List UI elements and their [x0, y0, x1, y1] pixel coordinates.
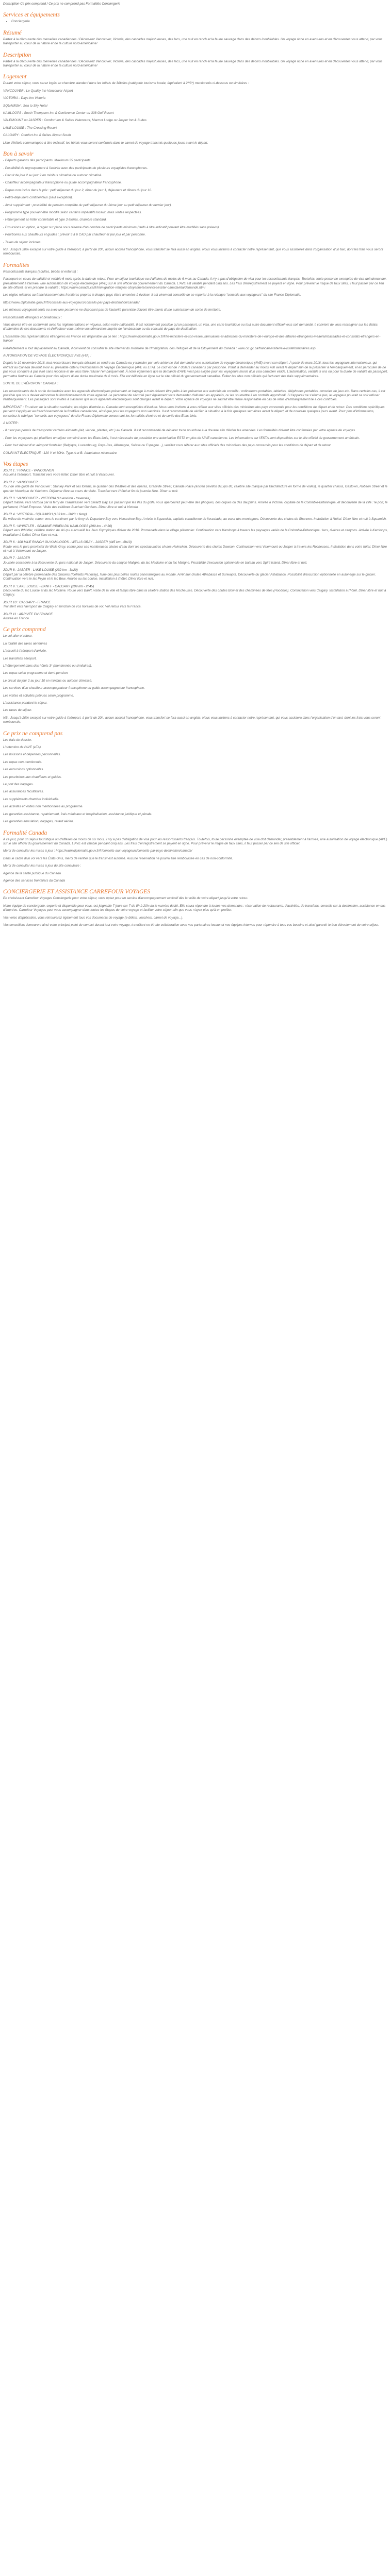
formcanada-line: Merci de consulter les mises à jour : https://www.diplomatie.gouv.fr/fr/conseils-aux-voyageurs/conseils-par-pays-destination/canada/ — [3, 849, 192, 853]
day-title: JOUR 4 : VICTORIA - SQUAMISH (103 km - 2h20 + ferry) — [3, 513, 87, 517]
formalites-line: Les ressortissants de la sortie du territoire avec les appareils électroniques présentant un bagage à main doivent être prêts à les présenter aux autorités de contrôle : ordinateurs portables, tablettes, téléphones portables, consoles de jeux etc. Dans certains cas, il est possible que vous deviez démontrer le fonctionnement de votre appareil. Le personnel de sécurité peut également vous demander d'allumer les appareils, ou les soumettre à un contrôle approfondi. Si l'appareil ne s'allume pas, le voyageur pourrait se voir refuser l'embarquement. Les passagers sont invités à s'assurer que leurs appareils électroniques sont chargés avant le départ. Votre agence de voyages ne saurait être tenue responsable en cas de refus d'embarquement lié à ces contrôles. — [3, 389, 385, 402]
anoter-line: - Il n'est pas permis de transporter certains aliments (lait, viande, plantes, etc.) au Canada. Il est recommandé de déclarer toute nourriture à la douane afin d'éviter les amendes. Les formalités doivent être confirmées par votre agence de voyages. — [3, 429, 356, 433]
itinerary-day — [3, 481, 388, 494]
comprend-line: Le vol aller et retour. — [3, 634, 33, 638]
day-description: Accueil à l'aéroport. Transfert vers votre hôtel. Dîner libre et nuit à Vancouver. — [3, 473, 115, 477]
comprend-line: L'hébergement dans des hôtels 3* (mentionnés ou similaires). — [3, 664, 92, 668]
necomprend-line: Les excursions optionnelles. — [3, 768, 44, 772]
formalites-line: https://www.diplomatie.gouv.fr/fr/conseils-aux-voyageurs/conseils-par-pays-destination/canada/ — [3, 300, 140, 304]
day-description: Journée consacrée à la découverte du parc national de Jasper. Découverte du canyon Maligne, du lac Medicine et du lac Maligne. Possibilité d'excursion optionnelle en bateau vers Spirit Island. Dîner libre et nuit. — [3, 561, 307, 565]
page — [0, 0, 391, 927]
day-title: JOUR 6 : 108 MILE RANCH OU KAMLOOPS - WELLS GRAY - JASPER (445 km - 6h10) — [3, 540, 132, 545]
formcanada-line: Agence des services frontaliers du Canada — [3, 878, 66, 883]
comprend-line: L'accueil à l'aéroport d'arrivée. — [3, 649, 47, 653]
logement-title: Logement — [3, 74, 27, 80]
day-description: En milieu de matinée, retour vers le continent par le ferry de Departure Bay vers Horseshoe Bay. Arrivée à Squamish, capitale canadienne de l'escalade, au cœur des montagnes. Découverte des chutes de Shannon. Installation à l'hôtel. Dîner libre et nuit à Squamish. — [3, 517, 387, 521]
description-title: Description — [3, 52, 31, 58]
day-description: Tour de ville guidé de Vancouver : Stanley Park et ses totems, le quartier des théâtres et des opéras, Granville Street, Canada Place (ancien pavillon d'Expo 86, célèbre site marqué par l'architecture en forme de voiles), le quartier chinois, Gastown, Robson Street et le quartier historique de Yaletown. Déjeuner libre en cours de visite. Transfert vers l'hôtel et fin de journée libre. Dîner et nuit. — [3, 485, 388, 493]
necomprend-line: Les pourboires aux chauffeurs et guides. — [3, 775, 62, 779]
comprend-line: Les taxes de séjour. — [3, 708, 32, 713]
bonasavoir-line: - Petits-déjeuners continentaux (sauf exception). — [3, 196, 73, 200]
itinerary-day — [3, 613, 388, 621]
necomprend-line: Les garanties assistance, rapatriement, frais médicaux et hospitalisation, assistance juridique et pénale. — [3, 812, 153, 816]
anoter-line: - Pour tout départ d'un aéroport frontalier (Belgique, Luxembourg, Pays-Bas, Allemagne, Suisse ou Espagne...), veuillez vous référer aux sites officiels des ministères des pays concernés pour les conditions de départ et de retour. — [3, 444, 332, 448]
itinerary-day — [3, 601, 388, 609]
day-title: JOUR 11 : ARRIVÉE EN FRANCE — [3, 612, 53, 616]
day-description: Découverte du lac Louise et du lac Moraine. Route vers Banff, visite de la ville et temps libre dans la célèbre station des Rocheuses. Découverte des chutes Bow et des cheminées de fées (Hoodoos). Continuation vers Calgary. Installation à l'hôtel. Dîner libre et nuit à Calgary. — [3, 588, 386, 597]
bonasavoir-title: Bon à savoir — [3, 151, 34, 158]
bonasavoir-line: - Excursions en option, à régler sur place sous réserve d'un nombre de participants minimum (tarifs à titre indicatif pouvant être modifiés sans préavis). — [3, 225, 220, 229]
concierge-line: Vos conseillers demeurent ainsi votre principal point de contact durant tout votre voyage, travaillant en étroite collaboration avec nos partenaires locaux et nos équipes internes pour répondre à tous vos besoins et ainsi garantir le bon déroulement de votre séjour. — [3, 923, 379, 927]
necomprend-title: Ce prix ne comprend pas — [3, 730, 63, 737]
anoter-line: A NOTER : — [3, 421, 20, 425]
formalites-line: Depuis le 10 novembre 2016, tout ressortissant français désirant se rendre au Canada ou y transiter par voie aérienne doit demander une autorisation de voyage électronique (AVE) avant son départ. À partir de mars 2016, tous les voyageurs internationaux, qui entrent au Canada devront avoir au préalable obtenu l'Autorisation de Voyage Électronique (AVE ou ETA). Le coût est de 7 dollars canadiens par personne. Il faut la demander au moins 48h avant le départ afin de la présenter à l'embarquement, et en particulier de ne pas vous conduire à pas livré sans réponse et de vous faire refuser l'embarquement. À noter également que la demande d'AVE n'est pas exigée pour les voyageurs munis d'un visa canadien valide. L'autorisation, valable 5 ans ou pour la durée de validité du passeport, permettra l'entrée au Canada pour des séjours d'une durée maximale de 6 mois. Elle est délivrée en ligne sur le site officiel du gouvernement canadien. Évitez les sites non officiels qui facturent des frais supplémentaires. — [3, 361, 388, 378]
formalites-line: Ressortissants étrangers et binationaux : — [3, 315, 62, 319]
anoter-list — [3, 421, 388, 455]
bonasavoir-line: NB : Jusqu'à 20% excepté sur votre guide à l'aéroport, à partir de 20h, aucun accueil francophone, vous transfert se fera aussi en anglais. Nous vous invitons à contacter notre représentant, que vous assisterez dans l'organisation d'un taxi, dont les frais vous seront remboursés. — [3, 247, 383, 256]
day-description: Départ vers Whistler, célèbre station de ski qui a accueilli les Jeux Olympiques d'hiver de 2010. Promenade dans le village piétonnier. Continuation vers Kamloops à travers les paysages variés de la Colombie-Britannique : lacs, rivières et canyons. Arrivée à Kamloops, installation à l'hôtel. Dîner libre et nuit. — [3, 529, 388, 537]
logement-line: VICTORIA : Days Inn Victoria — [3, 96, 46, 100]
day-title: JOUR 3 : VANCOUVER - VICTORIA (1h environ - traversée) — [3, 497, 91, 500]
formalites-line: AUTORISATION DE VOYAGE ÉLECTRONIQUE AVE (eTA) : — [3, 354, 91, 358]
comprend-line: Les services d'un chauffeur accompagnateur francophone ou guide accompagnateur francophone. — [3, 686, 145, 690]
comprend-line: La totalité des taxes aériennes — [3, 641, 47, 646]
day-title: JOUR 7 : JASPER — [3, 556, 30, 561]
bonasavoir-list — [3, 159, 388, 257]
concierge-line: Vos voies d'application, vous retrouverez également tous vos documents de voyage (e-billets, vouchers, carnet de voyage...). — [3, 916, 184, 920]
anoter-line: - Pour les voyageurs qui planifient un séjour combiné avec les États-Unis, il est nécessaire de posséder une autorisation ESTA en plus de l'AVE canadienne. Les informations sur l'ESTA sont disponibles sur le site officiel du gouvernement américain. — [3, 436, 360, 440]
logement-line: Durant votre séjour, vous serez logés en chambre standard dans les hôtels de 3étoiles (catégorie tourisme locale, équivalent à 2*/3*) mentionnés ci-dessous ou similaires : — [3, 81, 249, 86]
day-title: JOUR 8 : JASPER - LAKE LOUISE (232 km - 3h20) — [3, 568, 78, 572]
formalites-list — [3, 270, 388, 418]
day-description: Départ matinal vers Victoria par la ferry de Tsawwassen vers Swartz Bay. En passant par les îles du golfe, vous apercevrez peut-être des phoques, des orques ou des dauphins. Arrivée à Victoria, capitale de la Colombie-Britannique, et découverte de la ville : le port, le parlement, l'hôtel Empress. Visite des célèbres Butchart Gardens. Dîner libre et nuit à Victoria. — [3, 501, 388, 509]
itinerary-day — [3, 469, 388, 478]
necomprend-line: Les suppléments chambre individuelle. — [3, 797, 59, 801]
necomprend-line: L'obtention de l'AVE (eTA). — [3, 745, 42, 750]
concierge-title: CONCIERGERIE ET ASSISTANCE CARREFOUR VOYAGES — [3, 889, 151, 895]
necomprend-line: Le port des bagages. — [3, 783, 34, 787]
day-title: JOUR 9 : LAKE LOUISE - BANFF - CALGARY (209 km - 2h45) — [3, 584, 94, 588]
day-title: JOUR 1 : FRANCE - VANCOUVER — [3, 468, 54, 472]
necomprend-line: Les frais de dossier. — [3, 738, 32, 742]
concierge-list — [3, 896, 388, 927]
bonasavoir-line: - Taxes de séjour incluses. — [3, 240, 42, 244]
necomprend-line: Les activités et visites non mentionnées au programme. — [3, 805, 84, 809]
comprend-line: Les visites et activités prévues selon programme. — [3, 693, 74, 698]
logement-line: SQUAMISH : Sea to Sky Hotel — [3, 104, 47, 108]
logement-line: VALEMOUNT ou JASPER : Comfort Inn & Suites Valemount, Marmot Lodge ou Jasper Inn & Suites — [3, 118, 147, 123]
formalites-line: Les règles relatives au franchissement des frontières propres à chaque pays étant amenées à évoluer, il est vivement conseillé de se reporter à la rubrique "conseils aux voyageurs" du site France Diplomatie. — [3, 293, 301, 297]
formcanada-list — [3, 838, 388, 884]
day-description: Route vers le parc provincial de Wells Gray, connu pour ses nombreuses chutes d'eau dont les spectaculaires chutes Helmcken. Découverte des chutes Dawson. Continuation vers Valemount ou Jasper à travers les Rocheuses. Installation dans votre hôtel. Dîner libre et nuit à Valemount ou Jasper. — [3, 545, 387, 553]
itinerary-day — [3, 513, 388, 521]
logement-line: KAMLOOPS : South Thompson Inn & Conference Center ou 308 Golf Resort — [3, 111, 114, 115]
comprend-line: NB : Jusqu'à 20% excepté sur votre guide à l'aéroport, à partir de 20h, aucun accueil francophone, vous transfert se fera aussi en anglais. Nous vous invitons à contacter notre représentant, qui vous assistera dans l'organisation d'un taxi, dont les frais vous seront remboursés. — [3, 716, 381, 724]
comprend-list — [3, 634, 388, 724]
description-text: Partez à la découverte des merveilles canadiennes ! Découvrez Vancouver, Victoria, des cascades majestueuses, des lacs, une nuit en ranch et la faune sauvage dans des décors inoubliables. Un voyage riche en aventures et en découvertes vous attend, par vous transporter au cœur de la nature et de la culture nord-américaine! — [3, 59, 383, 68]
necomprend-line: Les repas non mentionnés. — [3, 760, 42, 764]
bonasavoir-line: - Départs garantis dès participants. Maximum 35 participants. — [3, 159, 92, 163]
etapes-title: Vos étapes — [3, 461, 28, 467]
bonasavoir-line: - Avoir supplément : possibilité de pension complète du petit déjeuner du 2ème jour au petit déjeuner du dernier jour). — [3, 203, 172, 207]
service-item: • Conciergerie — [11, 20, 388, 24]
logement-line: Liste d'hôtels communiquée à titre indicatif, les hôtels vous seront confirmés dans le carnet de voyage transmis quelques jours avant le départ. — [3, 141, 208, 145]
logement-list — [3, 81, 388, 145]
formcanada-title: Formalité Canada — [3, 829, 47, 836]
bonasavoir-line: - Hébergement en hôtel confortable et type 3 étoiles, chambre standard. — [3, 218, 107, 222]
itinerary-day — [3, 585, 388, 598]
itinerary-day — [3, 556, 388, 565]
necomprend-line: Les assurances facultatives. — [3, 790, 44, 794]
formalites-line: Passeport en cours de validité et valable 6 mois après la date de retour. Pour un séjour touristique ou d'affaires de moins de 6 mois au Canada, il n'y a pas d'obligation de visa pour les ressortissants français. Toutefois, toute personne exemptée de visa doit demander, préalablement à l'arrivée, une autorisation de voyage électronique (AVE) sur le site officiel du gouvernement du Canada. L'AVE est valable pendant cinq ans. Les frais d'enregistrement se payent en ligne. Pour prévenir le risque de faux sites, il faut passer par ce lien de site officiel, et en prendre la validité : https://www.canada.ca/fr/immigration-refugies-citoyennete/services/visiter-canada/eta/demande.html — [3, 277, 387, 290]
itinerary-day — [3, 497, 388, 510]
formalites-title: Formalités — [3, 262, 29, 268]
bonasavoir-line: - Possibilité de regroupement à l'arrivée avec des participants de plusieurs voyagistes francophones. — [3, 166, 148, 170]
logement-line: LAKE LOUISE : The Crossing Resort — [3, 126, 57, 130]
logement-line: CALGARY : Comfort Inn & Suites Airport South — [3, 133, 71, 138]
resume-title: Résumé — [3, 29, 22, 36]
necomprend-list — [3, 738, 388, 824]
bonasavoir-line: - Chauffeur accompagnateur francophone ou guide accompagnateur francophone. — [3, 181, 122, 185]
logement-line: VANCOUVER : Le Quality Inn Vancouver Airport — [3, 89, 73, 93]
services-title: Services et équipements — [3, 12, 60, 19]
day-title: JOUR 5 : WHISTLER - SEMAINE INDIEN DU KAMLOOPS (299 km - 4h30) — [3, 524, 112, 529]
itinerary-day — [3, 540, 388, 553]
formcanada-line: Dans le cadre d'un vol vers les États-Unis, merci de vérifier que le transit est autorisé. Aucune réservation ne pourra être remboursée en cas de non-conformité. — [3, 856, 233, 860]
formalites-line: L'ensemble des représentations étrangères en France est disponible via ce lien : https://www.diplomatie.gouv.fr/fr/le-ministere-et-son-reseau/annuaires-et-adresses-du-ministere-de-l-europe-et-des-affaires-etrangeres-meae/ambassades-et-consulats-etrangers-en-france/ — [3, 334, 381, 343]
day-description: Transfert vers l'aéroport de Calgary en fonction de vos horaires de vol. Vol retour vers la France. — [3, 605, 142, 609]
formalites-line: SORTIE DE L'AÉROPORT CANADA : — [3, 382, 58, 386]
bonasavoir-line: - Circuit de jour 2 au jour 9 en minibus climatisé ou autocar climatisé. — [3, 173, 103, 177]
anoter-line: COURANT ÉLECTRIQUE : 120 V et 60Hz. Type A et B. Adaptateur nécessaire. — [3, 451, 118, 455]
necomprend-line: Les garanties annulation, bagages, retard aérien. — [3, 820, 74, 824]
comprend-line: L'assistance pendant le séjour. — [3, 701, 48, 705]
bonasavoir-line: - Pourboires aux chauffeurs et guides : prévoir 5 à 6 CAD par chauffeur et par jour et par personne. — [3, 233, 146, 237]
formalites-line: Préalablement à tout déplacement au Canada, il convient de consulter le site internet du ministère de l'Immigration, des Réfugiés et de la Citoyenneté du Canada : www.cic.gc.ca/francais/visiter/exi-visiteformulaires.asp — [3, 346, 316, 350]
formalites-line: Vous devrez être en conformité avec les réglementations en vigueur, selon votre nationalité. Il est notamment possible qu'un passeport, un visa, une carte touristique ou tout autre document officiel vous soit demandé. Il convient de vous renseigner sur les délais d'obtention de ces documents et d'effectuer vous-même vos démarches auprès de l'ambassade ou du consulat du pays de destination. — [3, 323, 378, 331]
necomprend-line: Les boissons et dépenses personnelles. — [3, 753, 61, 757]
comprend-title: Ce prix comprend — [3, 626, 46, 633]
itinerary — [3, 469, 388, 621]
formalites-line: Les mineurs voyageant seuls ou avec une personne ne disposant pas de l'autorité parentale doivent être munis d'une autorisation de sortie de territoire. — [3, 308, 221, 312]
comprend-line: Les repas selon programme et demi-pension. — [3, 671, 69, 675]
day-description: Départ par la célèbre promenade des Glaciers (Icefields Parkway), l'une des plus belles routes panoramiques au monde. Arrêt aux chutes Athabasca et Sunwapta. Découverte du glacier Athabasca. Possibilité d'excursion optionnelle en autoneige sur le glacier. Continuation vers le lac Peyto et le lac Bow. Arrivée au lac Louise. Installation à l'hôtel. Dîner libre et nuit. — [3, 572, 376, 581]
itinerary-day — [3, 524, 388, 537]
formalites-line: Ressortissants français (adultes, bébés et enfants) : — [3, 269, 78, 274]
formcanada-line: Merci de consulter les mises à jour du site consulaire : — [3, 864, 82, 868]
comprend-line: Les transferts aéroport. — [3, 656, 37, 660]
day-description: Arrivée en France. — [3, 616, 30, 620]
formcanada-line: A ce jour, pour un séjour touristique ou d'affaires de moins de six mois, il n'y a pas d'obligation de visa pour les ressortissants français. Toutefois, toute personne exemptée de visa doit demander, préalablement à l'arrivée, une autorisation de voyage électronique (AVE) sur le site officiel du gouvernement du Canada. L'AVE est valable pendant cinq ans. Les frais d'enregistrement se payent en ligne. Pour prévenir le risque de faux sites, il faut passer par ce lien de site officiel. — [3, 837, 387, 845]
day-title: JOUR 2 : VANCOUVER — [3, 480, 38, 484]
concierge-line: Notre équipe de conciergerie, experte et disponible pour vous, est joignable 7 jours sur 7 de 8h à 20h via le numéro dédié. Elle saura répondre à toutes vos demandes : réservation de restaurants, d'activités, de transferts, conseils sur la destination, assistance en cas d'imprévu. Carrefour Voyages peut vous accompagner dans toutes les étapes de votre voyage et faciliter votre séjour afin que vous n'ayez plus qu'à en profiter. — [3, 904, 386, 912]
comprend-line: Le circuit du jour 2 au jour 10 en minibus ou autocar climatisé. — [3, 679, 92, 683]
services-list — [3, 20, 388, 24]
bonasavoir-line: - Programme type pouvant être modifié selon certains impératifs locaux, mais visites respectées. — [3, 210, 142, 214]
itinerary-day — [3, 568, 388, 581]
resume-text: Partez à la découverte des merveilles canadiennes ! Découvrez Vancouver, Victoria, des cascades majestueuses, des lacs, une nuit en ranch et la faune sauvage dans des décors inoubliables. Un voyage riche en aventures et en découvertes vous attend, par vous transporter au cœur de la nature et de la culture nord-américaine! — [3, 37, 383, 46]
intro-links: Description Ce prix comprend / Ce prix ne comprend pas Formalités Conciergerie — [3, 2, 121, 6]
day-title: JOUR 10 : CALGARY - FRANCE — [3, 600, 51, 604]
bonasavoir-line: - Repas non inclus dans le prix : petit déjeuner du jour 2, dîner du jour 1, déjeuners et dîners du jour 10. — [3, 188, 152, 192]
concierge-line: En choisissant Carrefour Voyages Conciergerie pour votre séjour, vous optez pour un service d'accompagnement exclusif dès la veille de votre départ jusqu'à votre retour. — [3, 896, 248, 901]
formalites-line: IMPORTANT : En raison de la situation sanitaire, les règles d'entrée au Canada sont susceptibles d'évoluer. Nous vous invitons à vous référer aux sites officiels des ministères des pays concernés pour les conditions de départ et de retour. Des conditions spécifiques peuvent s'appliquer au franchissement de la frontière canadienne, ainsi que pour les voyageurs non vaccinés. Il est recommandé de vérifier la situation à la fois quelques semaines avant le départ, et de nouveau quelques jours avant. Pour plus d'informations, consultez la rubrique "conseils aux voyageurs" du site France Diplomatie concernant les formalités d'entrée et de sortie des États-Unis. — [3, 405, 385, 418]
formcanada-line: Agence de la santé publique du Canada — [3, 871, 61, 875]
